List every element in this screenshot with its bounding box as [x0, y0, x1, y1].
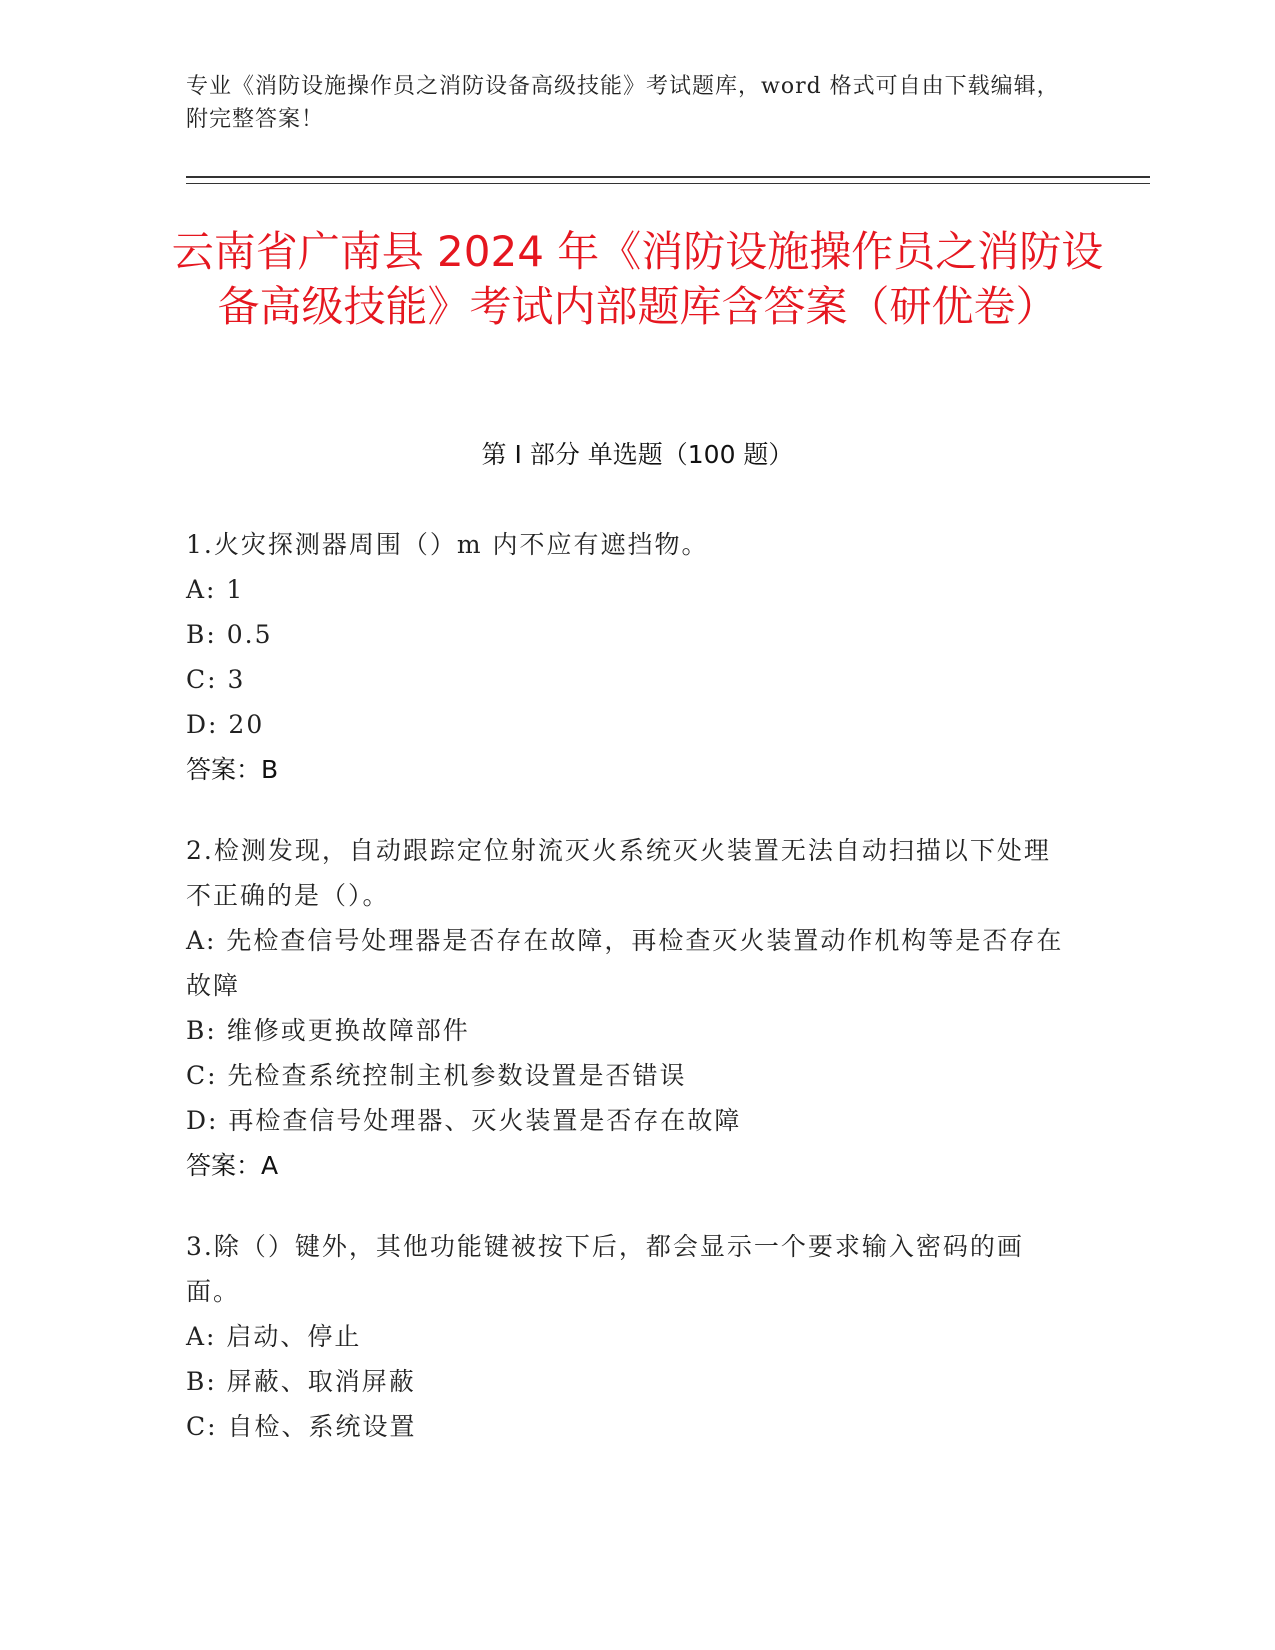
option-c: C: 先检查系统控制主机参数设置是否错误	[186, 1061, 687, 1090]
option-a: A: 启动、停止	[186, 1322, 362, 1351]
question-list	[186, 522, 1076, 1485]
answer: 答案：B	[186, 755, 279, 784]
option-c: C: 3	[186, 665, 246, 694]
question-stem: 1.火灾探测器周围（）m 内不应有遮挡物。	[186, 530, 709, 559]
option-b: B: 维修或更换故障部件	[186, 1016, 470, 1045]
option-a: A: 先检查信号处理器是否存在故障，再检查灭火装置动作机构等是否存在故障	[186, 926, 1064, 1000]
question-stem: 3.除（）键外，其他功能键被按下后，都会显示一个要求输入密码的画面。	[186, 1232, 1024, 1306]
option-a: A: 1	[186, 575, 245, 604]
header-note: 专业《消防设施操作员之消防设备高级技能》考试题库，word 格式可自由下载编辑，附完整答案！	[186, 74, 1060, 132]
option-d: D: 再检查信号处理器、灭火装置是否存在故障	[186, 1106, 742, 1135]
option-b: B: 屏蔽、取消屏蔽	[186, 1367, 416, 1396]
section-heading: 第 I 部分 单选题（100 题）	[481, 440, 794, 469]
option-d: D: 20	[186, 710, 265, 739]
answer: 答案：A	[186, 1151, 279, 1180]
option-b: B: 0.5	[186, 620, 273, 649]
header-divider-thin	[186, 183, 1150, 184]
question-3	[186, 1224, 1076, 1449]
question-stem: 2.检测发现，自动跟踪定位射流灭火系统灭火装置无法自动扫描以下处理不正确的是（）。	[186, 836, 1051, 910]
question-2	[186, 828, 1076, 1188]
document-title: 云南省广南县 2024 年《消防设施操作员之消防设备高级技能》考试内部题库含答案（研优卷）	[171, 227, 1104, 331]
option-c: C: 自检、系统设置	[186, 1412, 417, 1441]
question-1	[186, 522, 1076, 792]
header-divider-thick	[186, 176, 1150, 178]
